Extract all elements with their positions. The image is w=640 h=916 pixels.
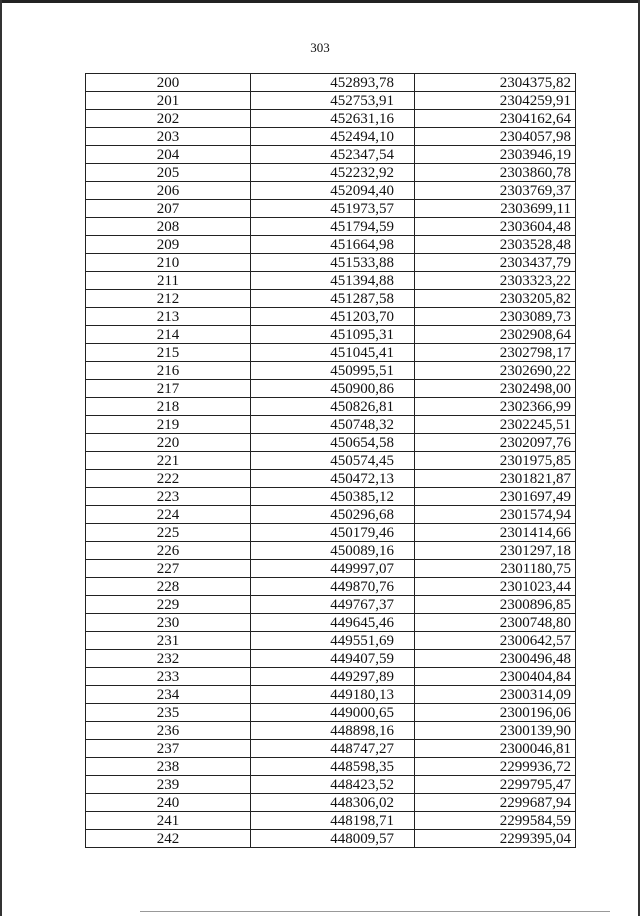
table-row bbox=[86, 218, 576, 236]
point-number-cell: 220 bbox=[86, 434, 251, 452]
point-number-cell: 231 bbox=[86, 632, 251, 650]
y-coordinate-cell: 2303205,82 bbox=[415, 290, 576, 308]
x-coordinate-cell: 448598,35 bbox=[251, 758, 415, 776]
point-number-cell: 215 bbox=[86, 344, 251, 362]
y-coordinate-cell: 2300496,48 bbox=[415, 650, 576, 668]
point-number-cell: 229 bbox=[86, 596, 251, 614]
table-row bbox=[86, 434, 576, 452]
table-row bbox=[86, 398, 576, 416]
point-number-cell: 212 bbox=[86, 290, 251, 308]
x-coordinate-cell: 449297,89 bbox=[251, 668, 415, 686]
y-coordinate-cell: 2301023,44 bbox=[415, 578, 576, 596]
x-coordinate-cell: 451287,58 bbox=[251, 290, 415, 308]
y-coordinate-cell: 2303860,78 bbox=[415, 164, 576, 182]
y-coordinate-cell: 2302690,22 bbox=[415, 362, 576, 380]
table-row bbox=[86, 272, 576, 290]
point-number-cell: 235 bbox=[86, 704, 251, 722]
table-row bbox=[86, 362, 576, 380]
point-number-cell: 205 bbox=[86, 164, 251, 182]
x-coordinate-cell: 451095,31 bbox=[251, 326, 415, 344]
point-number-cell: 210 bbox=[86, 254, 251, 272]
y-coordinate-cell: 2304162,64 bbox=[415, 110, 576, 128]
table-row bbox=[86, 290, 576, 308]
point-number-cell: 232 bbox=[86, 650, 251, 668]
coordinates-table bbox=[85, 73, 576, 848]
table-row bbox=[86, 146, 576, 164]
x-coordinate-cell: 449997,07 bbox=[251, 560, 415, 578]
x-coordinate-cell: 450748,32 bbox=[251, 416, 415, 434]
x-coordinate-cell: 448747,27 bbox=[251, 740, 415, 758]
point-number-cell: 226 bbox=[86, 542, 251, 560]
table-row bbox=[86, 326, 576, 344]
y-coordinate-cell: 2302245,51 bbox=[415, 416, 576, 434]
point-number-cell: 234 bbox=[86, 686, 251, 704]
x-coordinate-cell: 450472,13 bbox=[251, 470, 415, 488]
y-coordinate-cell: 2302798,17 bbox=[415, 344, 576, 362]
x-coordinate-cell: 449870,76 bbox=[251, 578, 415, 596]
point-number-cell: 228 bbox=[86, 578, 251, 596]
y-coordinate-cell: 2303528,48 bbox=[415, 236, 576, 254]
x-coordinate-cell: 450900,86 bbox=[251, 380, 415, 398]
x-coordinate-cell: 450385,12 bbox=[251, 488, 415, 506]
point-number-cell: 240 bbox=[86, 794, 251, 812]
y-coordinate-cell: 2304057,98 bbox=[415, 128, 576, 146]
table-row bbox=[86, 236, 576, 254]
table-row bbox=[86, 650, 576, 668]
table-row bbox=[86, 380, 576, 398]
x-coordinate-cell: 452094,40 bbox=[251, 182, 415, 200]
x-coordinate-cell: 450089,16 bbox=[251, 542, 415, 560]
y-coordinate-cell: 2303946,19 bbox=[415, 146, 576, 164]
point-number-cell: 223 bbox=[86, 488, 251, 506]
point-number-cell: 214 bbox=[86, 326, 251, 344]
scan-edge-top bbox=[0, 0, 640, 3]
table-row bbox=[86, 704, 576, 722]
point-number-cell: 202 bbox=[86, 110, 251, 128]
table-row bbox=[86, 596, 576, 614]
y-coordinate-cell: 2299584,59 bbox=[415, 812, 576, 830]
y-coordinate-cell: 2301574,94 bbox=[415, 506, 576, 524]
table-row bbox=[86, 740, 576, 758]
y-coordinate-cell: 2299687,94 bbox=[415, 794, 576, 812]
point-number-cell: 218 bbox=[86, 398, 251, 416]
y-coordinate-cell: 2302366,99 bbox=[415, 398, 576, 416]
y-coordinate-cell: 2304259,91 bbox=[415, 92, 576, 110]
y-coordinate-cell: 2302498,00 bbox=[415, 380, 576, 398]
y-coordinate-cell: 2301975,85 bbox=[415, 452, 576, 470]
y-coordinate-cell: 2304375,82 bbox=[415, 74, 576, 92]
x-coordinate-cell: 452753,91 bbox=[251, 92, 415, 110]
x-coordinate-cell: 451394,88 bbox=[251, 272, 415, 290]
point-number-cell: 242 bbox=[86, 830, 251, 848]
point-number-cell: 217 bbox=[86, 380, 251, 398]
point-number-cell: 225 bbox=[86, 524, 251, 542]
point-number-cell: 224 bbox=[86, 506, 251, 524]
table-row bbox=[86, 758, 576, 776]
point-number-cell: 206 bbox=[86, 182, 251, 200]
table-row bbox=[86, 686, 576, 704]
y-coordinate-cell: 2300748,80 bbox=[415, 614, 576, 632]
table-row bbox=[86, 470, 576, 488]
scan-edge-left bbox=[0, 0, 2, 916]
y-coordinate-cell: 2303604,48 bbox=[415, 218, 576, 236]
y-coordinate-cell: 2301297,18 bbox=[415, 542, 576, 560]
point-number-cell: 241 bbox=[86, 812, 251, 830]
x-coordinate-cell: 449767,37 bbox=[251, 596, 415, 614]
table-row bbox=[86, 614, 576, 632]
y-coordinate-cell: 2299395,04 bbox=[415, 830, 576, 848]
point-number-cell: 239 bbox=[86, 776, 251, 794]
y-coordinate-cell: 2303699,11 bbox=[415, 200, 576, 218]
point-number-cell: 213 bbox=[86, 308, 251, 326]
table-row bbox=[86, 488, 576, 506]
y-coordinate-cell: 2299795,47 bbox=[415, 776, 576, 794]
table-row bbox=[86, 344, 576, 362]
x-coordinate-cell: 452347,54 bbox=[251, 146, 415, 164]
x-coordinate-cell: 451664,98 bbox=[251, 236, 415, 254]
x-coordinate-cell: 450826,81 bbox=[251, 398, 415, 416]
point-number-cell: 237 bbox=[86, 740, 251, 758]
x-coordinate-cell: 448898,16 bbox=[251, 722, 415, 740]
table-row bbox=[86, 128, 576, 146]
table-row bbox=[86, 524, 576, 542]
table-row bbox=[86, 182, 576, 200]
y-coordinate-cell: 2300139,90 bbox=[415, 722, 576, 740]
table-row bbox=[86, 110, 576, 128]
table-row bbox=[86, 74, 576, 92]
x-coordinate-cell: 452232,92 bbox=[251, 164, 415, 182]
point-number-cell: 211 bbox=[86, 272, 251, 290]
x-coordinate-cell: 450654,58 bbox=[251, 434, 415, 452]
table-row bbox=[86, 416, 576, 434]
point-number-cell: 219 bbox=[86, 416, 251, 434]
point-number-cell: 203 bbox=[86, 128, 251, 146]
y-coordinate-cell: 2301414,66 bbox=[415, 524, 576, 542]
x-coordinate-cell: 449000,65 bbox=[251, 704, 415, 722]
x-coordinate-cell: 448009,57 bbox=[251, 830, 415, 848]
table-row bbox=[86, 308, 576, 326]
y-coordinate-cell: 2303089,73 bbox=[415, 308, 576, 326]
table-row bbox=[86, 668, 576, 686]
y-coordinate-cell: 2301180,75 bbox=[415, 560, 576, 578]
x-coordinate-cell: 449645,46 bbox=[251, 614, 415, 632]
y-coordinate-cell: 2301821,87 bbox=[415, 470, 576, 488]
y-coordinate-cell: 2303323,22 bbox=[415, 272, 576, 290]
x-coordinate-cell: 450574,45 bbox=[251, 452, 415, 470]
x-coordinate-cell: 452631,16 bbox=[251, 110, 415, 128]
table-row bbox=[86, 254, 576, 272]
x-coordinate-cell: 450296,68 bbox=[251, 506, 415, 524]
table-row bbox=[86, 776, 576, 794]
x-coordinate-cell: 451533,88 bbox=[251, 254, 415, 272]
x-coordinate-cell: 451203,70 bbox=[251, 308, 415, 326]
point-number-cell: 236 bbox=[86, 722, 251, 740]
x-coordinate-cell: 448306,02 bbox=[251, 794, 415, 812]
y-coordinate-cell: 2299936,72 bbox=[415, 758, 576, 776]
table-row bbox=[86, 632, 576, 650]
point-number-cell: 207 bbox=[86, 200, 251, 218]
x-coordinate-cell: 448198,71 bbox=[251, 812, 415, 830]
table-row bbox=[86, 794, 576, 812]
y-coordinate-cell: 2300642,57 bbox=[415, 632, 576, 650]
x-coordinate-cell: 452893,78 bbox=[251, 74, 415, 92]
x-coordinate-cell: 448423,52 bbox=[251, 776, 415, 794]
table-row bbox=[86, 200, 576, 218]
y-coordinate-cell: 2303769,37 bbox=[415, 182, 576, 200]
x-coordinate-cell: 449180,13 bbox=[251, 686, 415, 704]
table-row bbox=[86, 830, 576, 848]
x-coordinate-cell: 449551,69 bbox=[251, 632, 415, 650]
table-row bbox=[86, 452, 576, 470]
x-coordinate-cell: 450179,46 bbox=[251, 524, 415, 542]
y-coordinate-cell: 2300046,81 bbox=[415, 740, 576, 758]
point-number-cell: 200 bbox=[86, 74, 251, 92]
table-row bbox=[86, 542, 576, 560]
point-number-cell: 230 bbox=[86, 614, 251, 632]
point-number-cell: 222 bbox=[86, 470, 251, 488]
y-coordinate-cell: 2302908,64 bbox=[415, 326, 576, 344]
y-coordinate-cell: 2300196,06 bbox=[415, 704, 576, 722]
table-row bbox=[86, 164, 576, 182]
point-number-cell: 233 bbox=[86, 668, 251, 686]
x-coordinate-cell: 450995,51 bbox=[251, 362, 415, 380]
point-number-cell: 204 bbox=[86, 146, 251, 164]
x-coordinate-cell: 449407,59 bbox=[251, 650, 415, 668]
x-coordinate-cell: 451045,41 bbox=[251, 344, 415, 362]
x-coordinate-cell: 451973,57 bbox=[251, 200, 415, 218]
point-number-cell: 209 bbox=[86, 236, 251, 254]
table-row bbox=[86, 812, 576, 830]
table-row bbox=[86, 92, 576, 110]
y-coordinate-cell: 2302097,76 bbox=[415, 434, 576, 452]
point-number-cell: 201 bbox=[86, 92, 251, 110]
table-row bbox=[86, 722, 576, 740]
coordinates-table-body bbox=[86, 74, 576, 848]
x-coordinate-cell: 451794,59 bbox=[251, 218, 415, 236]
page-number: 303 bbox=[310, 40, 330, 55]
table-row bbox=[86, 506, 576, 524]
y-coordinate-cell: 2300404,84 bbox=[415, 668, 576, 686]
point-number-cell: 208 bbox=[86, 218, 251, 236]
table-row bbox=[86, 578, 576, 596]
x-coordinate-cell: 452494,10 bbox=[251, 128, 415, 146]
table-row bbox=[86, 560, 576, 578]
y-coordinate-cell: 2300314,09 bbox=[415, 686, 576, 704]
point-number-cell: 238 bbox=[86, 758, 251, 776]
point-number-cell: 221 bbox=[86, 452, 251, 470]
point-number-cell: 227 bbox=[86, 560, 251, 578]
y-coordinate-cell: 2303437,79 bbox=[415, 254, 576, 272]
scan-edge-bottom bbox=[140, 911, 610, 912]
y-coordinate-cell: 2300896,85 bbox=[415, 596, 576, 614]
point-number-cell: 216 bbox=[86, 362, 251, 380]
y-coordinate-cell: 2301697,49 bbox=[415, 488, 576, 506]
